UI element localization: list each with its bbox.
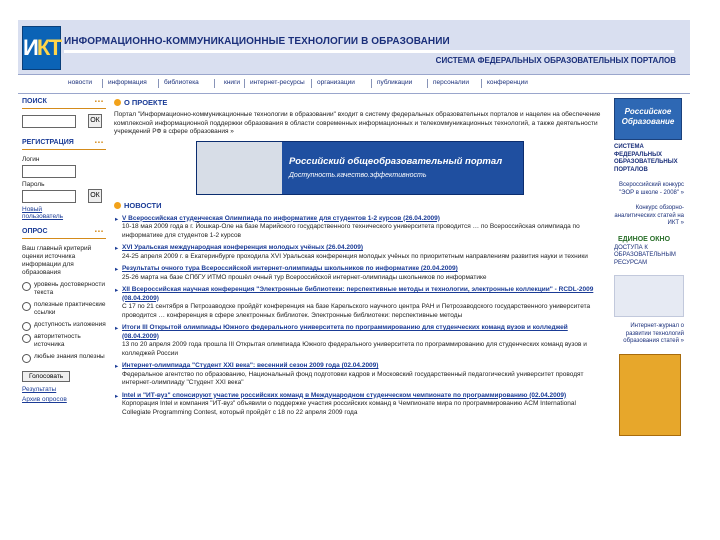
news-item xyxy=(114,324,606,358)
poll-option[interactable] xyxy=(22,333,106,349)
poll-dots-icon: ▪▪▪ xyxy=(94,229,104,235)
poll-title-text: ОПРОС xyxy=(22,228,48,235)
section-bullet-icon xyxy=(114,202,121,209)
nav-separator xyxy=(102,79,103,88)
news-item xyxy=(114,265,606,282)
nav-item-news[interactable]: новости xyxy=(68,79,93,86)
left-sidebar xyxy=(22,98,106,480)
about-section-title xyxy=(114,98,606,109)
nav-item-info[interactable]: информация xyxy=(108,79,147,86)
single-window-title[interactable]: ЕДИНОЕ ОКНО xyxy=(618,235,671,243)
poll-option[interactable] xyxy=(22,281,106,297)
radio-icon[interactable] xyxy=(22,354,31,363)
news-body: 13 по 20 апреля 2009 года прошла III Открытая олимпиада Южного федерального университета по программированию для студенческих команд вузов и колледжей России xyxy=(122,341,587,357)
banner-title: Российский общеобразовательный портал xyxy=(289,155,503,167)
nav-separator xyxy=(244,79,245,88)
nav-item-library[interactable]: библиотека xyxy=(164,79,199,86)
nav-separator xyxy=(427,79,428,88)
search-box-title xyxy=(22,98,106,109)
header-stripe xyxy=(64,50,674,53)
news-bullet-icon: ▸ xyxy=(115,266,119,273)
poll-option-label: полезные практические ссылки xyxy=(34,301,106,316)
news-bullet-icon: ▸ xyxy=(115,287,119,294)
news-body: 10-18 мая 2009 года в г. Йошкар-Оле на базе Марийского государственного технического университета проводится … по Всероссийская олимпиада по информатике для студентов 1-2 курсов xyxy=(122,223,580,239)
radio-icon[interactable] xyxy=(22,334,31,343)
portal-banner[interactable] xyxy=(196,141,524,195)
nav-item-books[interactable]: книги xyxy=(224,79,241,86)
banner-subtitle: Доступность.качество.эффективность xyxy=(289,171,427,179)
news-item xyxy=(114,362,606,388)
news-item xyxy=(114,392,606,418)
nav-separator xyxy=(371,79,372,88)
logo-letter: И xyxy=(23,35,37,60)
search-dots-icon: ▪▪▪ xyxy=(94,99,104,105)
poll-box-title xyxy=(22,228,106,239)
radio-icon[interactable] xyxy=(22,302,31,311)
search-submit-button[interactable]: ОК xyxy=(88,114,102,128)
news-title-text: НОВОСТИ xyxy=(124,200,162,210)
login-submit-button[interactable]: ОК xyxy=(88,189,102,203)
news-item xyxy=(114,286,606,320)
site-title: ИНФОРМАЦИОННО-КОММУНИКАЦИОННЫЕ ТЕХНОЛОГИИ В ОБРАЗОВАНИИ xyxy=(64,36,450,47)
resources-images[interactable] xyxy=(614,275,684,317)
contest-eor-link[interactable]: Всероссийский конкурс "ЭОР в школе - 2008" » xyxy=(618,182,684,196)
news-body: 25-26 марта на базе СПбГУ ИТМО прошёл очный тур Всероссийской интернет-олимпиады школьников по информатике xyxy=(122,273,487,281)
registration-dots-icon: ▪▪▪ xyxy=(94,140,104,146)
news-headline-link[interactable]: Intel и "ИТ-вуз" спонсируют участие российских команд в Международном студенческом чемпионате по программированию (02.04.2009) xyxy=(122,391,567,399)
poll-option-label: авторитетность источника xyxy=(34,333,81,348)
contest-articles-link[interactable]: Конкурс обзорно-аналитических статей на ИКТ » xyxy=(614,205,684,226)
main-nav xyxy=(18,75,690,94)
poll-option-label: доступность изложения xyxy=(34,321,106,328)
nav-item-internet-resources[interactable]: интернет-ресурсы xyxy=(250,79,305,86)
site-header xyxy=(18,20,690,75)
nav-item-publications[interactable]: публикации xyxy=(377,79,413,86)
nav-separator xyxy=(481,79,482,88)
news-bullet-icon: ▸ xyxy=(115,245,119,252)
main-content xyxy=(114,98,606,480)
registration-box-title xyxy=(22,139,106,150)
search-title-text: ПОИСК xyxy=(22,98,47,105)
poll-question: Ваш главный критерий оценки источника информации для образования xyxy=(22,245,92,276)
poll-option[interactable] xyxy=(22,353,106,361)
journal-link[interactable]: Интернет-журнал о развитии технологий образования статей » xyxy=(623,323,684,344)
nav-separator xyxy=(214,79,215,88)
radio-icon[interactable] xyxy=(22,282,31,291)
portal-system-caption: СИСТЕМА ФЕДЕРАЛЬНЫХ ОБРАЗОВАТЕЛЬНЫХ ПОРТАЛОВ xyxy=(614,144,678,173)
about-text: Портал "Информационно-коммуникационные технологии в образовании" входит в систему федеральных образовательных порталов и нацелен на обеспечение комплексной информационной поддержки образования в области современных информационных и телекоммуникационных технологий, а также деятельности учреждений РФ в сфере образования » xyxy=(114,111,601,135)
poll-option-label: любые знания полезны xyxy=(34,353,105,360)
news-headline-link[interactable]: Итоги III Открытой олимпиады Южного федерального университета по программированию для студенческих команд вузов и колледжей (08.04.2009) xyxy=(122,324,568,340)
new-user-link[interactable]: Новый пользователь xyxy=(22,206,64,220)
news-headline-link[interactable]: XVI Уральская международная конференция молодых учёных (26.04.2009) xyxy=(122,244,364,251)
news-body: Корпорация Intel и компания "ИТ-вуз" объявили о поддержке участия российских команд в Чемпионате мира по программированию ACM International Collegiate Programming Contest, который пройдёт с 18 по 22 апреля 2009 года xyxy=(122,400,576,416)
search-input[interactable] xyxy=(22,115,76,128)
news-bullet-icon: ▸ xyxy=(115,325,119,332)
radio-icon[interactable] xyxy=(22,322,31,331)
poll-option[interactable] xyxy=(22,321,106,329)
news-headline-link[interactable]: Результаты очного тура Всероссийской интернет-олимпиады школьников по информатике (20.04.2009) xyxy=(122,265,458,272)
news-headline-link[interactable]: Интернет-олимпиада "Студент XXI века": весенний сезон 2009 года (02.04.2009) xyxy=(122,362,379,369)
login-field[interactable] xyxy=(22,165,76,178)
password-label: Пароль xyxy=(22,181,45,188)
logo-letters: КТ xyxy=(36,35,61,60)
single-window-caption: ДОСТУПА К ОБРАЗОВАТЕЛЬНЫМ РЕСУРСАМ xyxy=(614,244,676,266)
nav-item-conferences[interactable]: конференции xyxy=(487,79,528,86)
news-body: С 17 по 21 сентября в Петрозаводске пройдёт конференция на базе Карельского научного центра РАН и Петрозаводского государственного университета проводится … конференция в сфере электронных библиотек. Электронные библиотеки: перспективные методы xyxy=(122,303,591,319)
portal-system-label: СИСТЕМА ФЕДЕРАЛЬНЫХ ОБРАЗОВАТЕЛЬНЫХ ПОРТАЛОВ xyxy=(435,56,676,65)
password-field[interactable] xyxy=(22,190,76,203)
nav-item-organizations[interactable]: организации xyxy=(317,79,355,86)
poll-option-label: уровень достоверности текста xyxy=(34,281,106,296)
registration-title-text: РЕГИСТРАЦИЯ xyxy=(22,139,74,146)
banner-graphic xyxy=(197,142,282,194)
news-bullet-icon: ▸ xyxy=(115,392,119,400)
section-bullet-icon xyxy=(114,99,121,106)
nav-separator xyxy=(311,79,312,88)
poll-results-link[interactable]: Результаты xyxy=(22,386,57,393)
about-title-text: О ПРОЕКТЕ xyxy=(124,98,168,107)
right-sidebar xyxy=(614,98,686,480)
news-bullet-icon: ▸ xyxy=(115,215,119,223)
nav-separator xyxy=(158,79,159,88)
vote-button[interactable]: Голосовать xyxy=(22,371,70,382)
news-bullet-icon: ▸ xyxy=(115,363,119,370)
poll-option[interactable] xyxy=(22,301,106,317)
news-section-title xyxy=(114,201,606,212)
poll-archive-link[interactable]: Архив опросов xyxy=(22,396,67,403)
news-item xyxy=(114,244,606,261)
news-body: 24-25 апреля 2009 г. в Екатеринбурге проходила XVI Уральская конференция молодых учёных по приоритетным направлениям развития науки и техники xyxy=(122,252,588,260)
page-frame xyxy=(18,20,690,483)
news-body: Федеральное агентство по образованию, Национальный фонд подготовки кадров и Московский государственный педагогический университет проводят интернет-олимпиаду "Студент XXI века" xyxy=(122,370,584,386)
news-headline-link[interactable]: V Всероссийская студенческая Олимпиада по информатике для студентов 1-2 курсов (26.04.2009) xyxy=(122,214,440,222)
news-headline-link[interactable]: XII Всероссийская научная конференция "Электронные библиотеки: перспективные методы и технологии, электронные коллекции" - RCDL-2009 (08.04.2009) xyxy=(122,286,594,302)
news-item xyxy=(114,215,606,241)
login-label: Логин xyxy=(22,156,40,163)
nav-item-persons[interactable]: персоналии xyxy=(433,79,469,86)
site-logo[interactable] xyxy=(22,26,61,70)
russian-education-banner[interactable]: Российское Образование xyxy=(614,98,682,140)
journal-cover-image[interactable] xyxy=(619,354,681,436)
